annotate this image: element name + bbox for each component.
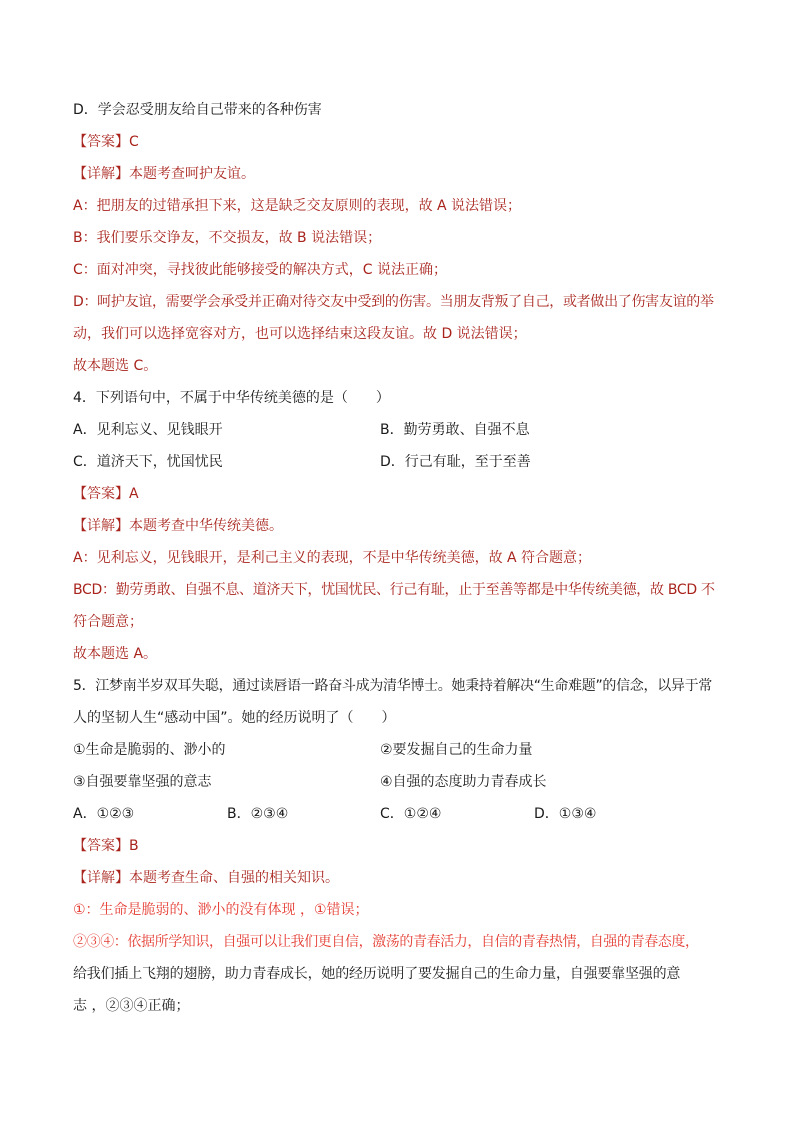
q4-option-a: A．见利忘义、见钱眼开: [73, 422, 223, 438]
q5-detail-line: ②③④：依据所学知识，自强可以让我们更自信，激荡的青春活力，自信的青春热情，自强的青春态度，: [73, 934, 699, 950]
q4-detail-line: BCD：勤劳勇敢、自强不息、道济天下，忧国忧民、行己有耻，止于至善等都是中华传统美德，故 BCD 不: [73, 582, 715, 598]
q5-statement-4: ④自强的态度助力青春成长: [380, 774, 547, 790]
q4-stem: 4．下列语句中，不属于中华传统美德的是（ ）: [73, 390, 390, 406]
q3-answer: 【答案】C: [73, 134, 139, 150]
q4-answer: 【答案】A: [73, 486, 139, 502]
q4-option-d: D．行己有耻，至于至善: [380, 454, 531, 470]
q3-detail-line: 动，我们可以选择宽容对方，也可以选择结束这段友谊。故 D 说法错误；: [73, 326, 527, 342]
q3-detail-line: A：把朋友的过错承担下来，这是缺乏交友原则的表现，故 A 说法错误；: [73, 198, 522, 214]
q5-detail-line: ①：生命是脆弱的、渺小的没有体现 ，①错误；: [73, 902, 369, 918]
q3-option-d: D．学会忍受朋友给自己带来的各种伤害: [73, 102, 322, 118]
q4-detail-line: A：见利忘义，见钱眼开，是利己主义的表现，不是中华传统美德，故 A 符合题意；: [73, 550, 592, 566]
q4-option-c: C．道济天下，忧国忧民: [73, 454, 223, 470]
q5-detail-heading: 【详解】本题考查生命、自强的相关知识。: [73, 870, 339, 886]
q5-option-d: D．①③④: [534, 806, 597, 822]
q5-detail-line: 给我们插上飞翔的翅膀，助力青春成长，她的经历说明了要发掘自己的生命力量，自强要靠坚强的意: [73, 966, 681, 982]
q5-detail-line: 志 ，②③④正确；: [73, 998, 190, 1014]
q5-stem-line: 5．江梦南半岁双耳失聪，通过读唇语一路奋斗成为清华博士。她秉持着解决“生命难题”的信念，以异于常: [73, 678, 713, 694]
q5-statement-2: ②要发掘自己的生命力量: [380, 742, 533, 758]
q3-detail-line: C：面对冲突，寻找彼此能够接受的解决方式，C 说法正确；: [73, 262, 447, 278]
q3-detail-line: B：我们要乐交诤友，不交损友，故 B 说法错误；: [73, 230, 382, 246]
q4-detail-line: 符合题意；: [73, 614, 143, 630]
q5-option-b: B．②③④: [227, 806, 289, 822]
q5-option-c: C．①②④: [380, 806, 442, 822]
q4-detail-heading: 【详解】本题考查中华传统美德。: [73, 518, 283, 534]
q5-option-a: A．①②③: [73, 806, 135, 822]
q5-statement-3: ③自强要靠坚强的意志: [73, 774, 212, 790]
q5-statement-1: ①生命是脆弱的、渺小的: [73, 742, 226, 758]
q4-conclusion: 故本题选 A。: [73, 646, 158, 662]
q4-option-b: B．勤劳勇敢、自强不息: [380, 422, 530, 438]
q5-answer: 【答案】B: [73, 838, 139, 854]
q3-detail-line: D：呵护友谊，需要学会承受并正确对待交友中受到的伤害。当朋友背叛了自己，或者做出了伤害友谊的举: [73, 294, 714, 310]
q3-detail-heading: 【详解】本题考查呵护友谊。: [73, 166, 255, 182]
q5-stem-line: 人的坚韧人生“感动中国”。她的经历说明了（ ）: [73, 710, 396, 726]
q3-conclusion: 故本题选 C。: [73, 358, 158, 374]
